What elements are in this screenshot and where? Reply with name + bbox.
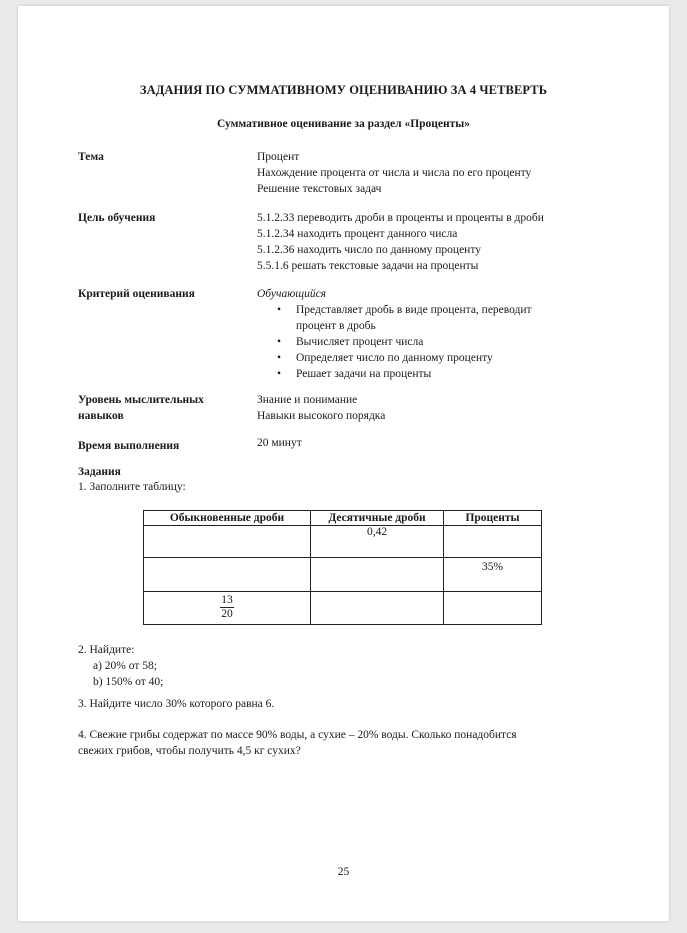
table-cell[interactable] — [144, 526, 311, 558]
criteria-item-continuation: процент в дробь — [296, 320, 376, 332]
task-2-title: 2. Найдите: — [78, 644, 135, 656]
document-page — [18, 6, 669, 921]
time-label: Время выполнения — [78, 440, 180, 452]
task-4-line: свежих грибов, чтобы получить 4,5 кг сухих? — [78, 745, 301, 757]
table-header: Обыкновенные дроби — [144, 511, 311, 526]
bullet-icon: • — [277, 352, 282, 364]
table-header: Десятичные дроби — [311, 511, 444, 526]
task-3: 3. Найдите число 30% которого равна 6. — [78, 698, 275, 710]
criteria-label: Критерий оценивания — [78, 288, 195, 300]
conversion-table — [143, 510, 542, 625]
tasks-heading: Задания — [78, 466, 121, 478]
task-4 — [78, 727, 517, 759]
table-header: Проценты — [444, 511, 542, 526]
table-row — [144, 526, 542, 558]
fraction-denominator: 20 — [221, 608, 233, 620]
table-cell: 35% — [444, 558, 542, 592]
time-value: 20 минут — [257, 437, 302, 449]
table-cell: 0,42 — [311, 526, 444, 558]
task-2-a: a) 20% от 58; — [93, 660, 157, 672]
bullet-icon: • — [277, 304, 282, 316]
goal-line: 5.5.1.6 решать текстовые задачи на проценты — [257, 260, 479, 272]
criteria-values — [257, 286, 532, 382]
criteria-item: • Вычисляет процент числа — [277, 336, 424, 348]
table-cell[interactable] — [144, 558, 311, 592]
level-line: Навыки высокого порядка — [257, 410, 386, 422]
criteria-item: • Представляет дробь в виде процента, переводит — [277, 304, 532, 316]
task-4-line: 4. Свежие грибы содержат по массе 90% воды, а сухие – 20% воды. Сколько понадобится — [78, 729, 517, 741]
task-1: 1. Заполните таблицу: — [78, 481, 186, 493]
page-number: 25 — [337, 866, 350, 878]
table-cell — [144, 592, 311, 625]
goal-values — [257, 210, 544, 274]
bullet-icon: • — [277, 336, 282, 348]
topic-line: Решение текстовых задач — [257, 183, 382, 195]
level-values — [257, 392, 385, 424]
document-title: ЗАДАНИЯ ПО СУММАТИВНОМУ ОЦЕНИВАНИЮ ЗА 4 ЧЕТВЕРТЬ — [139, 83, 548, 97]
table-row — [144, 592, 542, 625]
level-label: Уровень мыслительных навыков — [78, 394, 204, 422]
table-cell[interactable] — [311, 558, 444, 592]
table-header-row — [144, 511, 542, 526]
criteria-list — [257, 302, 532, 382]
table-cell[interactable] — [311, 592, 444, 625]
topic-label: Тема — [78, 151, 104, 163]
fraction-numerator: 13 — [221, 594, 233, 606]
task-2-b: b) 150% от 40; — [93, 676, 164, 688]
table-cell[interactable] — [444, 592, 542, 625]
criteria-item: • Решает задачи на проценты — [277, 368, 432, 380]
topic-line: Процент — [257, 151, 300, 163]
bullet-icon: • — [277, 368, 282, 380]
goal-line: 5.1.2.36 находить число по данному проценту — [257, 244, 481, 256]
table-row — [144, 558, 542, 592]
document-subtitle: Суммативное оценивание за раздел «Проценты» — [216, 118, 471, 130]
level-line: Знание и понимание — [257, 394, 358, 406]
criteria-intro: Обучающийся — [257, 288, 327, 300]
table-cell[interactable] — [444, 526, 542, 558]
goal-label: Цель обучения — [78, 212, 156, 224]
topic-line: Нахождение процента от числа и числа по его проценту — [257, 167, 532, 179]
goal-line: 5.1.2.34 находить процент данного числа — [257, 228, 458, 240]
criteria-item: • Определяет число по данному проценту — [277, 352, 493, 364]
topic-values — [257, 149, 531, 197]
task-2 — [78, 642, 163, 690]
fraction — [220, 594, 234, 621]
goal-line: 5.1.2.33 переводить дроби в проценты и проценты в дроби — [257, 212, 544, 224]
